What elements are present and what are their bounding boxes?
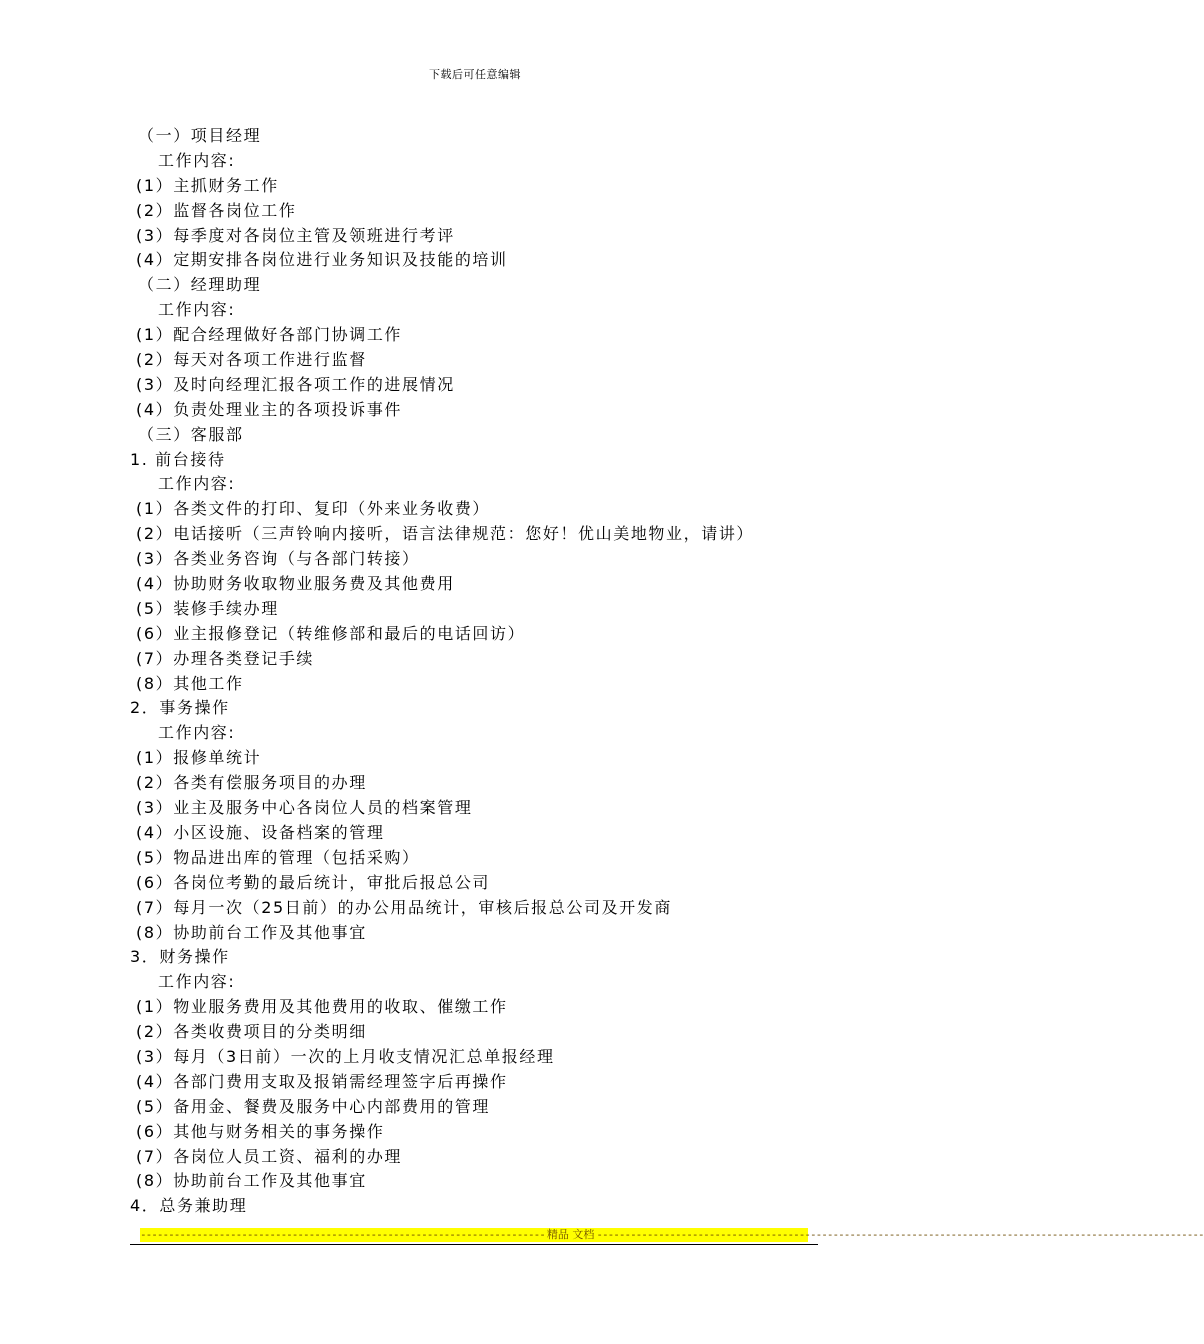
list-item: (1）配合经理做好各部门协调工作 bbox=[136, 325, 403, 345]
footer-label: 精品 文档 bbox=[546, 1228, 595, 1241]
work-content-label: 工作内容: bbox=[158, 300, 236, 320]
subsection-heading: 2．事务操作 bbox=[130, 698, 230, 718]
list-item: (8）协助前台工作及其他事宜 bbox=[136, 1171, 367, 1191]
list-item: (5）装修手续办理 bbox=[136, 598, 279, 618]
list-item: (5）物品进出库的管理（包括采购） bbox=[136, 847, 420, 867]
subsection-heading: 1. 前台接待 bbox=[130, 449, 226, 469]
list-item: (2）各类有偿服务项目的办理 bbox=[136, 773, 367, 793]
list-item: (3）每季度对各岗位主管及领班进行考评 bbox=[136, 225, 455, 245]
list-item: (6）各岗位考勤的最后统计，审批后报总公司 bbox=[136, 872, 491, 892]
list-item: (3）各类业务咨询（与各部门转接） bbox=[136, 549, 420, 569]
list-item: (6）其他与财务相关的事务操作 bbox=[136, 1121, 385, 1141]
document-body bbox=[130, 124, 830, 1219]
list-item: (4）定期安排各岗位进行业务知识及技能的培训 bbox=[136, 250, 508, 270]
list-item: (7）办理各类登记手续 bbox=[136, 648, 315, 668]
section-heading: （二）经理助理 bbox=[138, 275, 262, 295]
page-header: 下载后可任意编辑 bbox=[429, 68, 521, 81]
footer-dashes-left: ------------------------------------------------------------------------ bbox=[140, 1228, 545, 1241]
list-item: (4）负责处理业主的各项投诉事件 bbox=[136, 399, 403, 419]
list-item: (3）业主及服务中心各岗位人员的档案管理 bbox=[136, 798, 473, 818]
list-item: (8）协助前台工作及其他事宜 bbox=[136, 922, 367, 942]
footer-dashes-right: ------------------------------------------------------------------------------------------------------------ bbox=[596, 1228, 1204, 1241]
list-item: (8）其他工作 bbox=[136, 673, 244, 693]
section-heading: （三）客服部 bbox=[138, 424, 244, 444]
work-content-label: 工作内容: bbox=[158, 972, 236, 992]
list-item: (1）各类文件的打印、复印（外来业务收费） bbox=[136, 499, 491, 519]
list-item: (7）每月一次（25日前）的办公用品统计，审核后报总公司及开发商 bbox=[136, 897, 672, 917]
work-content-label: 工作内容: bbox=[158, 474, 236, 494]
list-item: (2）每天对各项工作进行监督 bbox=[136, 350, 367, 370]
footer-watermark-bar bbox=[140, 1228, 1204, 1242]
list-item: (6）业主报修登记（转维修部和最后的电话回访） bbox=[136, 623, 526, 643]
section-heading: （一）项目经理 bbox=[138, 126, 262, 145]
subsection-heading: 3．财务操作 bbox=[130, 947, 230, 967]
list-item: (2）监督各岗位工作 bbox=[136, 200, 297, 220]
list-item: (1）报修单统计 bbox=[136, 748, 262, 768]
subsection-heading: 4．总务兼助理 bbox=[130, 1196, 248, 1216]
list-item: (2）电话接听（三声铃响内接听，语言法律规范：您好！优山美地物业，请讲） bbox=[136, 524, 755, 544]
work-content-label: 工作内容: bbox=[158, 723, 236, 743]
footer-rule bbox=[130, 1244, 818, 1245]
list-item: (1）物业服务费用及其他费用的收取、催缴工作 bbox=[136, 997, 508, 1017]
list-item: (5）备用金、餐费及服务中心内部费用的管理 bbox=[136, 1096, 491, 1116]
list-item: (1）主抓财务工作 bbox=[136, 175, 279, 195]
work-content-label: 工作内容: bbox=[158, 150, 236, 170]
list-item: (3）每月（3日前）一次的上月收支情况汇总单报经理 bbox=[136, 1046, 555, 1066]
list-item: (7）各岗位人员工资、福利的办理 bbox=[136, 1146, 403, 1166]
list-item: (4）各部门费用支取及报销需经理签字后再操作 bbox=[136, 1071, 508, 1091]
list-item: (4）协助财务收取物业服务费及其他费用 bbox=[136, 574, 455, 594]
list-item: (3）及时向经理汇报各项工作的进展情况 bbox=[136, 374, 455, 394]
list-item: (2）各类收费项目的分类明细 bbox=[136, 1022, 367, 1042]
list-item: (4）小区设施、设备档案的管理 bbox=[136, 822, 385, 842]
